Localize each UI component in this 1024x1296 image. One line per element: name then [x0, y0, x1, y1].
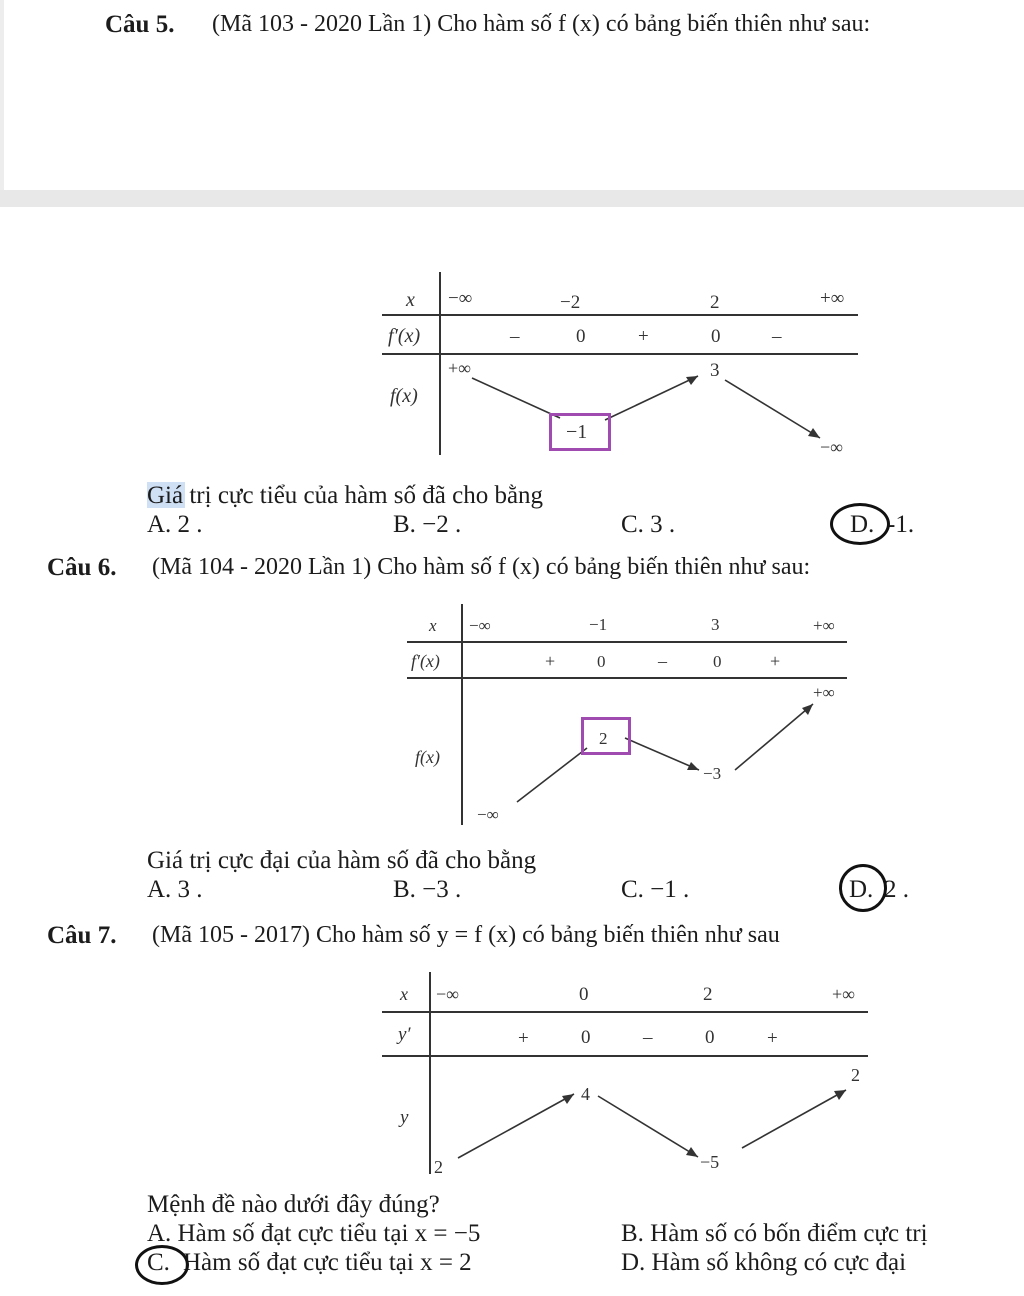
q5-f-val: −∞ — [820, 437, 843, 457]
q7-answer-circle — [135, 1245, 189, 1285]
q7-arrow-down — [598, 1096, 698, 1157]
q6-header: (Mã 104 - 2020 Lần 1) Cho hàm số f (x) có bảng biến thiên như sau: — [152, 554, 811, 580]
q6-fp-head: f′(x) — [411, 651, 440, 671]
q7-f-val: 2 — [851, 1065, 860, 1085]
q5-sign: – — [510, 326, 520, 347]
q5-arrowhead — [808, 428, 820, 438]
q7-header: (Mã 105 - 2017) Cho hàm số y = f (x) có bảng biến thiên như sau — [152, 922, 780, 948]
q5-fp-head: f′(x) — [388, 325, 421, 347]
q5-sign: 0 — [576, 326, 586, 347]
q6-arrow-up — [735, 704, 813, 770]
q5-answer-circle — [830, 503, 890, 545]
q5-f-val: +∞ — [448, 358, 471, 378]
q6-arrow-down — [625, 738, 699, 770]
q5-sign: + — [638, 326, 649, 347]
q6-f-val: −3 — [703, 764, 722, 783]
page-gap-band — [0, 190, 1024, 207]
q7-f-val: −5 — [700, 1152, 720, 1172]
q6-x-val: 3 — [711, 615, 720, 634]
q6-x-val: −∞ — [469, 616, 491, 635]
q6-f-val: 2 — [599, 729, 608, 748]
q7-sign: + — [767, 1028, 778, 1049]
q7-x-head: x — [400, 984, 408, 1004]
q7-variation-table — [380, 968, 875, 1178]
q7-option-d[interactable]: D. Hàm số không có cực đại — [621, 1249, 907, 1276]
q5-f-val: −1 — [566, 421, 588, 443]
q6-sign: 0 — [597, 652, 606, 671]
q5-prompt: Giá trị cực tiểu của hàm số đã cho bằng — [147, 482, 544, 509]
q6-f-head: f(x) — [415, 747, 440, 767]
q7-sign: 0 — [705, 1027, 715, 1048]
q7-f-val: 4 — [581, 1084, 590, 1104]
q7-arrow-up — [742, 1090, 846, 1148]
q6-prompt: Giá trị cực đại của hàm số đã cho bằng — [147, 847, 537, 874]
q7-label: Câu 7. — [47, 922, 117, 949]
q5-variation-table — [380, 270, 870, 460]
q7-option-a[interactable]: A. Hàm số đạt cực tiểu tại x = −5 — [147, 1220, 481, 1247]
q6-option-c[interactable]: C. −1 . — [621, 876, 690, 903]
q5-sign: – — [772, 326, 782, 347]
q6-label: Câu 6. — [47, 554, 117, 581]
q6-x-val: −1 — [589, 615, 608, 634]
q7-f-val: 2 — [434, 1157, 443, 1177]
q7-x-val: 0 — [579, 984, 589, 1005]
q6-answer-circle — [839, 864, 887, 912]
q5-arrow-up — [605, 376, 698, 420]
q5-f-head: f(x) — [390, 385, 418, 407]
q7-arrow-up — [458, 1094, 574, 1158]
q5-f-val: 3 — [710, 360, 720, 381]
q7-sign: + — [518, 1028, 529, 1049]
q7-option-c-value: Hàm số đạt cực tiểu tại x = 2 — [183, 1249, 472, 1276]
q6-arrow-up — [517, 748, 587, 802]
q5-sign: 0 — [711, 326, 721, 347]
q6-sign: – — [658, 651, 667, 671]
q6-option-d-label[interactable]: D. — [849, 876, 874, 903]
q7-x-val: −∞ — [436, 984, 459, 1004]
q7-fp-head: y′ — [398, 1024, 411, 1045]
q6-maximum-highlight-box — [581, 717, 631, 755]
q7-sign: – — [643, 1027, 653, 1048]
q5-option-d-value: -1. — [887, 511, 915, 538]
q5-option-b[interactable]: B. −2 . — [393, 511, 462, 538]
q5-x-val: −2 — [560, 292, 581, 313]
q5-label: Câu 5. — [105, 11, 175, 38]
q7-option-b[interactable]: B. Hàm số có bốn điểm cực trị — [621, 1220, 928, 1247]
q7-arrowhead — [686, 1147, 698, 1157]
q5-option-c[interactable]: C. 3 . — [621, 511, 676, 538]
q6-sign: + — [545, 651, 556, 671]
page-edge-shade — [0, 0, 4, 190]
q7-f-head: y — [400, 1107, 409, 1128]
q6-arrowhead — [802, 704, 813, 715]
q6-x-val: +∞ — [813, 616, 835, 635]
q5-header: (Mã 103 - 2020 Lần 1) Cho hàm số f (x) có bảng biến thiên như sau: — [212, 11, 871, 37]
q6-option-a[interactable]: A. 3 . — [147, 876, 203, 903]
q6-sign: + — [770, 651, 781, 671]
q6-x-head: x — [429, 616, 437, 635]
q5-arrow-down — [472, 378, 560, 418]
q6-f-val: −∞ — [477, 805, 499, 824]
q5-option-a[interactable]: A. 2 . — [147, 511, 203, 538]
q6-option-d-value: 2 . — [884, 876, 909, 903]
q6-f-val: +∞ — [813, 683, 835, 702]
q5-x-val: +∞ — [820, 288, 845, 309]
q5-x-val: −∞ — [448, 288, 473, 309]
q6-option-b[interactable]: B. −3 . — [393, 876, 462, 903]
q7-x-val: +∞ — [832, 984, 855, 1004]
q5-x-val: 2 — [710, 292, 720, 313]
q5-option-d-label[interactable]: D. — [850, 511, 875, 538]
q5-x-head: x — [406, 289, 415, 311]
q5-arrow-down — [725, 380, 820, 438]
q6-sign: 0 — [713, 652, 722, 671]
q7-option-c-label[interactable]: C. — [147, 1249, 170, 1276]
q5-minimum-highlight-box — [549, 413, 611, 451]
q7-sign: 0 — [581, 1027, 591, 1048]
q7-prompt: Mệnh đề nào dưới đây đúng? — [147, 1191, 440, 1218]
q6-variation-table — [405, 600, 855, 830]
q7-x-val: 2 — [703, 984, 713, 1005]
